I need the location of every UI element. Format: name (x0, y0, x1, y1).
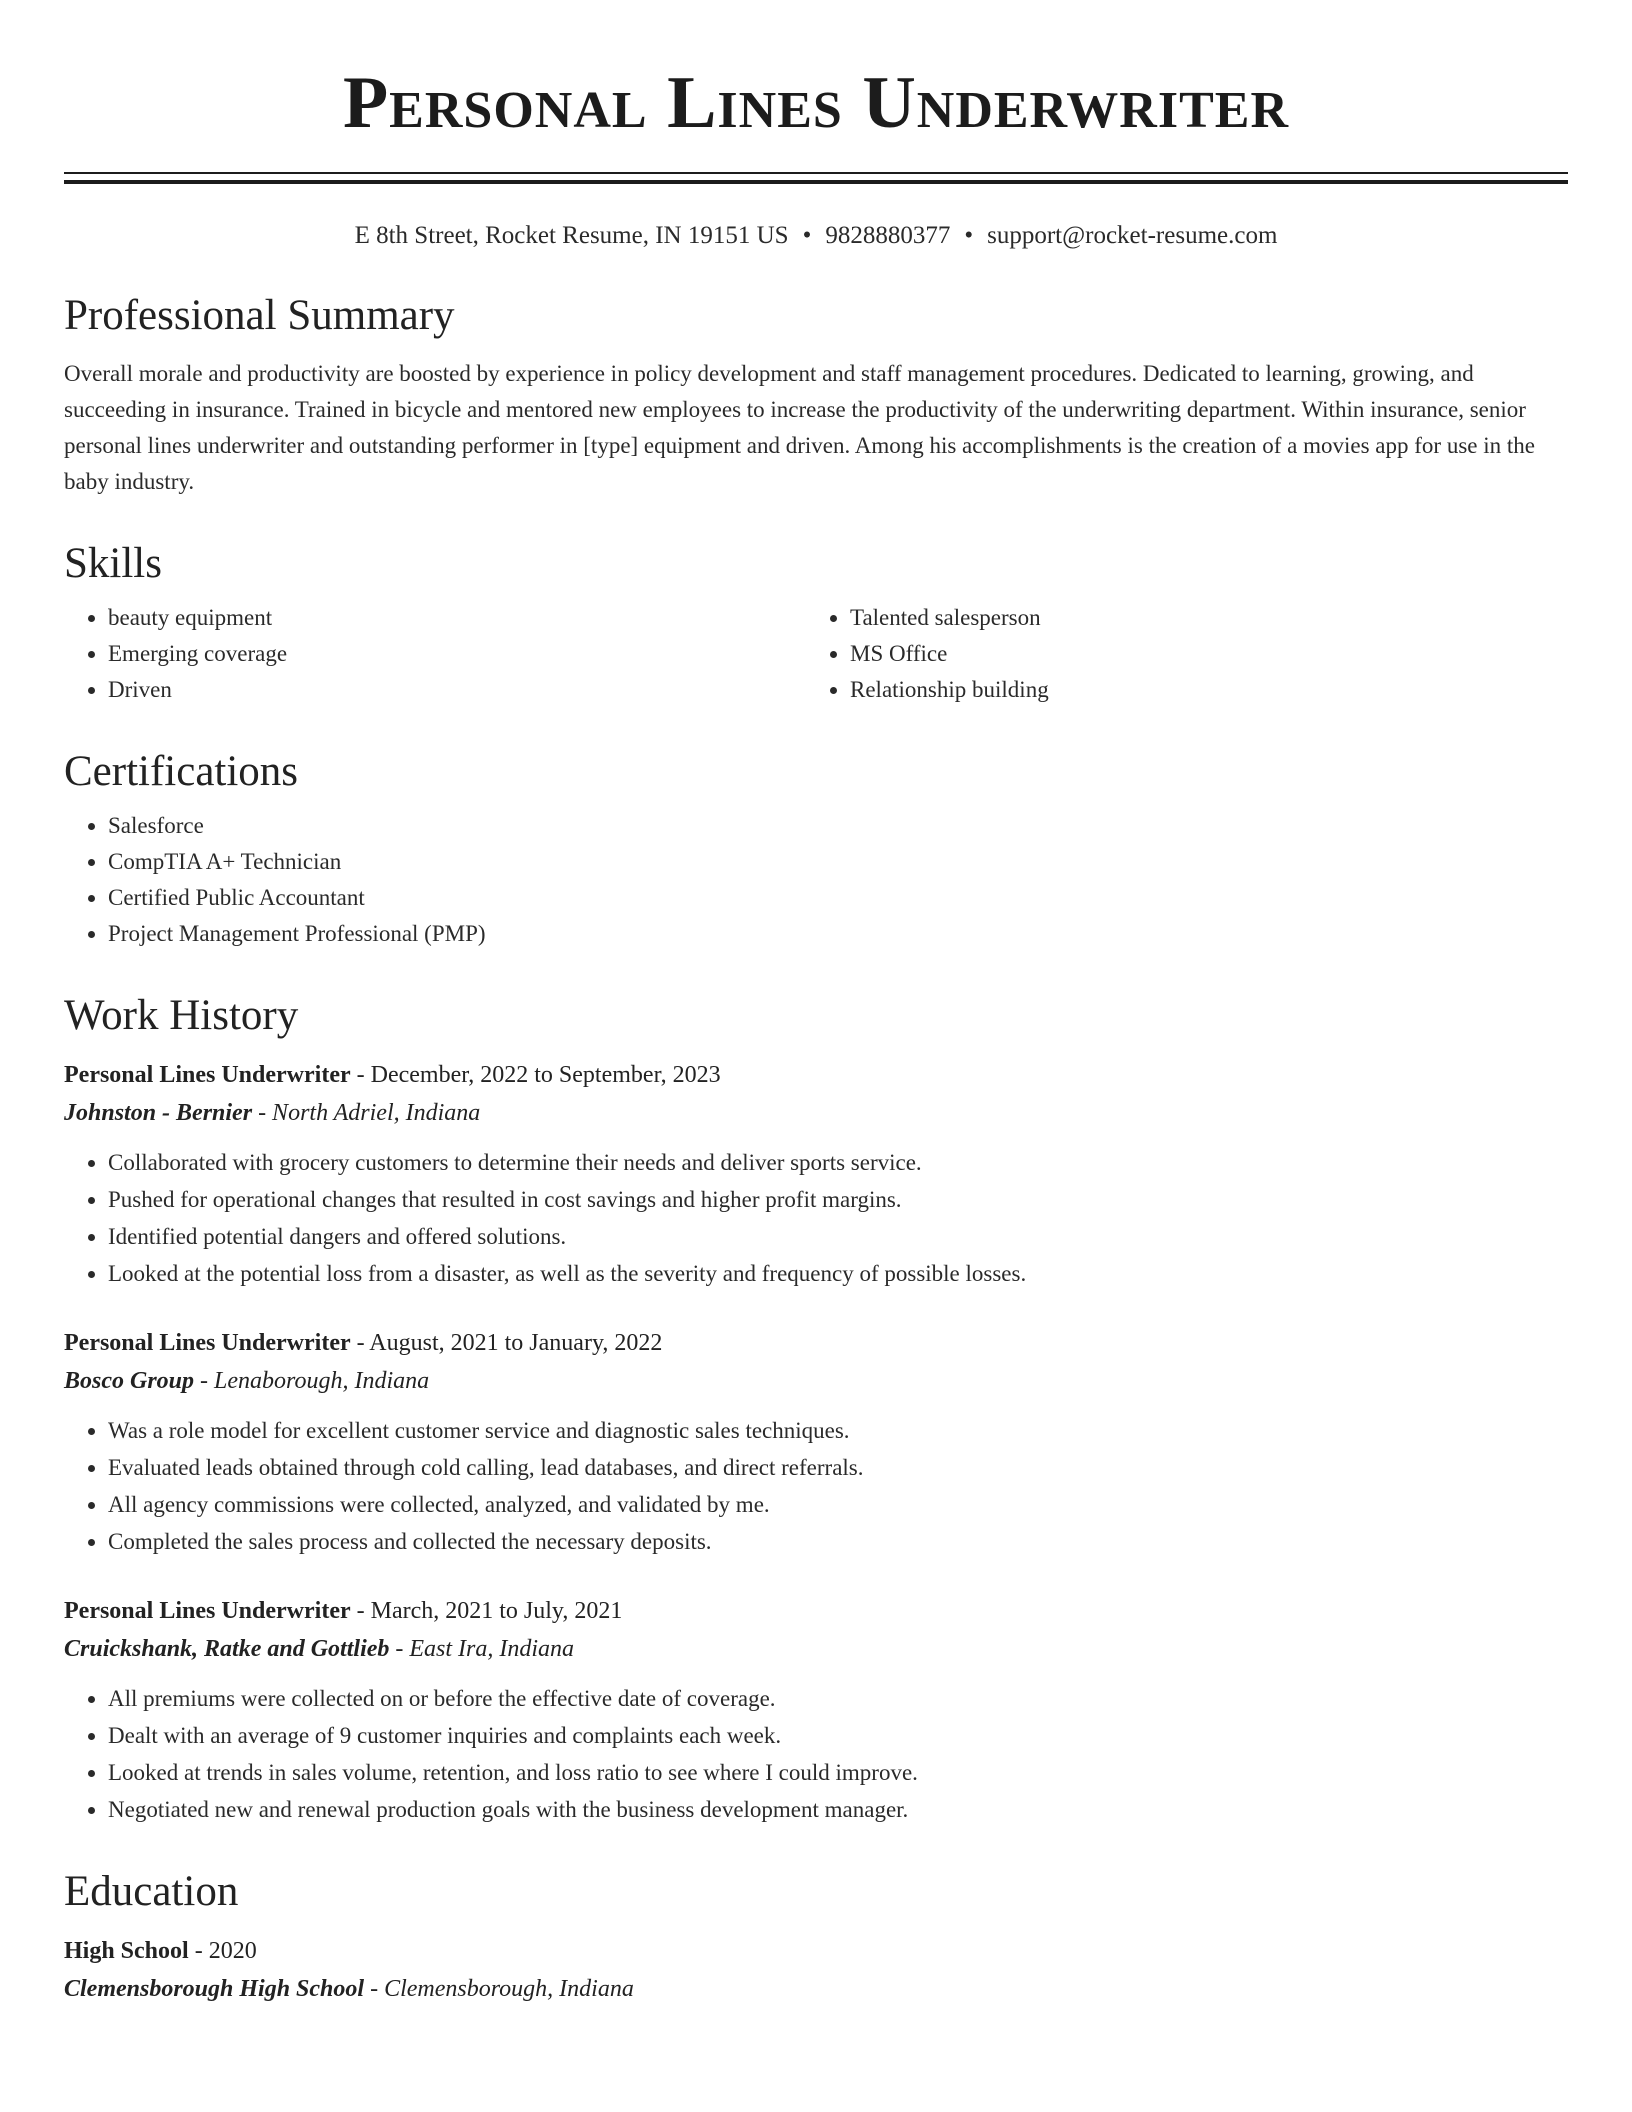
contact-phone: 9828880377 (825, 222, 951, 249)
certifications-heading: Certifications (64, 748, 299, 795)
certification-item: • Project Management Professional (PMP) (108, 916, 1568, 952)
job-bullet: • All agency commissions were collected, analyzed, and validated by me. (108, 1486, 1568, 1523)
resume-title: Personal Lines Underwriter (342, 62, 1289, 144)
certification-item: • Certified Public Accountant (108, 880, 1568, 916)
job-bullet: • Was a role model for excellent customer service and diagnostic sales techniques. (108, 1412, 1568, 1449)
job-title: Personal Lines Underwriter (64, 1330, 351, 1356)
education-degree: High School (64, 1938, 189, 1964)
summary-heading: Professional Summary (64, 292, 455, 339)
work-history-heading: Work History (64, 992, 299, 1039)
job-bullets (64, 1680, 1568, 1828)
education-entry (64, 1932, 1568, 2008)
skills-list-right (806, 600, 1548, 708)
contact-address: E 8th Street, Rocket Resume, IN 19151 US (354, 222, 789, 249)
job-bullet: • Looked at trends in sales volume, retention, and loss ratio to see where I could improve. (108, 1754, 1568, 1791)
summary-text: Overall morale and productivity are boosted by experience in policy development and staff management procedures. Dedicated to learning, growing, and succeeding in insurance. Trained in bicycle and mentored new employees to increase the productivity of the underwriting department. Within insurance, senior personal lines underwriter and outstanding performer in [type] equipment and driven. Among his accomplishments is the creation of a movies app for use in the baby industry. (64, 361, 1535, 494)
job-dates: - August, 2021 to January, 2022 (356, 1330, 663, 1356)
contact-email: support@rocket-resume.com (987, 222, 1278, 249)
education-school: Clemensborough High School (64, 1976, 365, 2002)
job-company-line (64, 1094, 1568, 1132)
education-header (64, 1932, 1568, 1970)
job-company: Bosco Group (64, 1368, 195, 1394)
contact-separator: • (802, 222, 812, 249)
job-title: Personal Lines Underwriter (64, 1598, 351, 1624)
job-location: - East Ira, Indiana (395, 1636, 575, 1662)
job-bullet: • All premiums were collected on or before the effective date of coverage. (108, 1680, 1568, 1717)
job-location: - Lenaborough, Indiana (200, 1368, 430, 1394)
job-bullet: • Identified potential dangers and offered solutions. (108, 1218, 1568, 1255)
skill-item: • beauty equipment (108, 600, 806, 636)
job-entry (64, 1056, 1568, 1292)
education-location: - Clemensborough, Indiana (370, 1976, 634, 2002)
contact-separator: • (964, 222, 974, 249)
job-dates: - December, 2022 to September, 2023 (356, 1062, 721, 1088)
job-location: - North Adriel, Indiana (258, 1100, 481, 1126)
title-double-rule (64, 172, 1568, 184)
job-bullet: • Looked at the potential loss from a disaster, as well as the severity and frequency of possible losses. (108, 1255, 1568, 1292)
job-bullets (64, 1412, 1568, 1560)
job-bullets (64, 1144, 1568, 1292)
skill-item: • Emerging coverage (108, 636, 806, 672)
skills-heading: Skills (64, 540, 162, 587)
job-bullet: • Dealt with an average of 9 customer inquiries and complaints each week. (108, 1717, 1568, 1754)
job-bullet: • Pushed for operational changes that resulted in cost savings and higher profit margins. (108, 1181, 1568, 1218)
job-bullet: • Negotiated new and renewal production goals with the business development manager. (108, 1791, 1568, 1828)
skill-item: • Driven (108, 672, 806, 708)
job-company: Johnston - Bernier (64, 1100, 253, 1126)
skill-item: • Relationship building (850, 672, 1548, 708)
job-title: Personal Lines Underwriter (64, 1062, 351, 1088)
job-dates: - March, 2021 to July, 2021 (356, 1598, 623, 1624)
job-bullet: • Collaborated with grocery customers to determine their needs and deliver sports service. (108, 1144, 1568, 1181)
job-header (64, 1056, 1568, 1094)
skills-list-left (64, 600, 806, 708)
education-year: - 2020 (194, 1938, 257, 1964)
job-company-line (64, 1362, 1568, 1400)
job-entry (64, 1592, 1568, 1828)
job-bullet: • Evaluated leads obtained through cold calling, lead databases, and direct referrals. (108, 1449, 1568, 1486)
education-heading: Education (64, 1868, 239, 1915)
job-company-line (64, 1630, 1568, 1668)
job-entry (64, 1324, 1568, 1560)
skill-item: • MS Office (850, 636, 1548, 672)
job-company: Cruickshank, Ratke and Gottlieb (64, 1636, 390, 1662)
skill-item: • Talented salesperson (850, 600, 1548, 636)
job-bullet: • Completed the sales process and collected the necessary deposits. (108, 1523, 1568, 1560)
skills-grid (64, 600, 1568, 708)
job-header (64, 1324, 1568, 1362)
certification-item: • Salesforce (108, 808, 1568, 844)
job-header (64, 1592, 1568, 1630)
education-school-line (64, 1970, 1568, 2008)
certification-item: • CompTIA A+ Technician (108, 844, 1568, 880)
certifications-list (64, 808, 1568, 952)
contact-line (64, 220, 1568, 252)
